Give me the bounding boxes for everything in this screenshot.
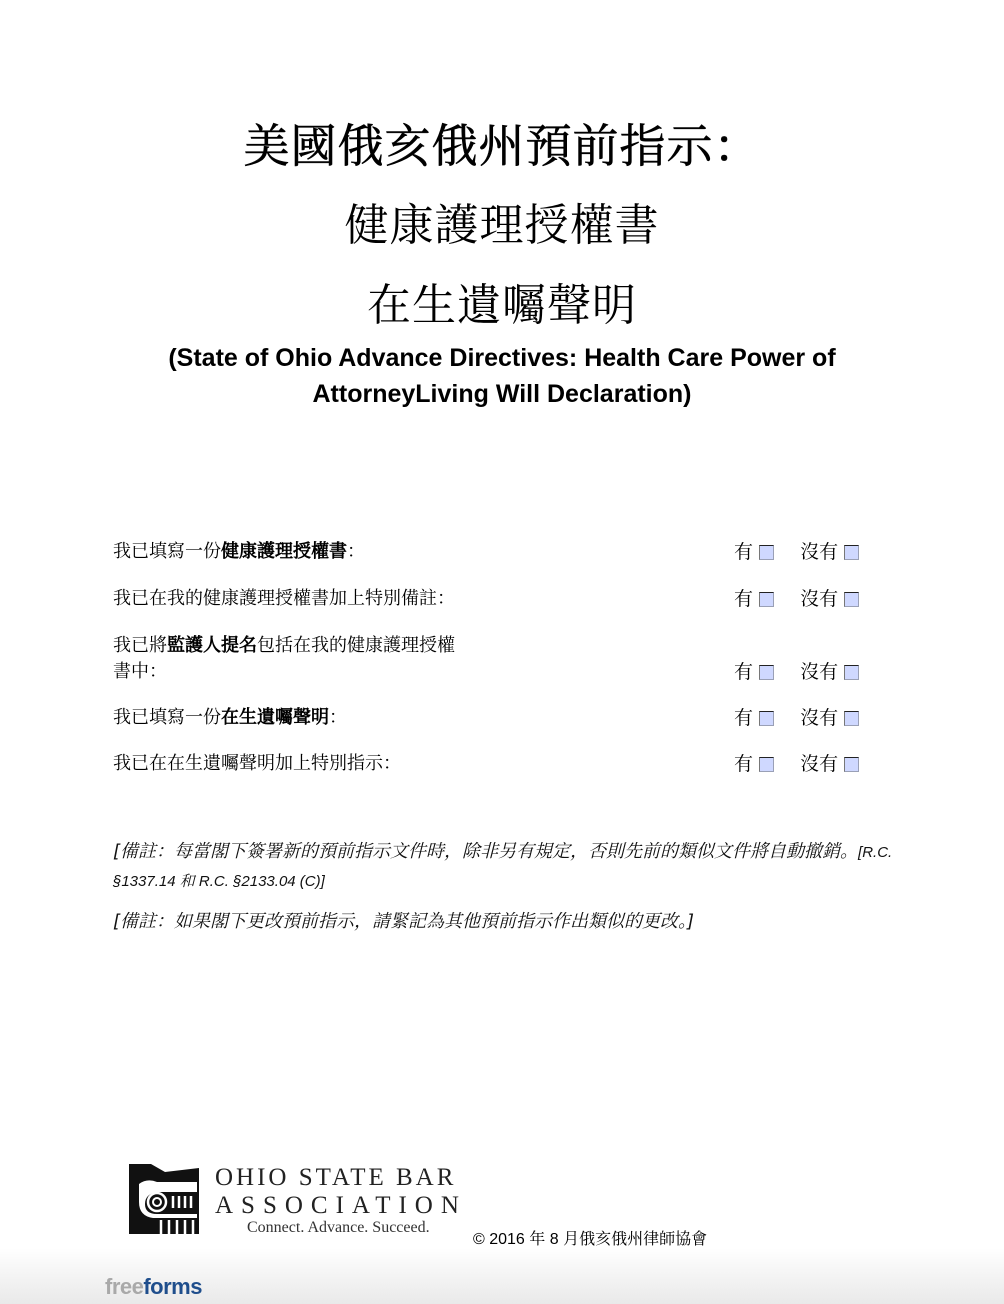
no-checkbox[interactable]: [844, 545, 859, 560]
form-row-living-will-completed: [113, 705, 873, 731]
no-label: 沒有: [800, 661, 839, 683]
form-row-hcpoa-completed: [113, 539, 873, 565]
yes-label: 有: [734, 588, 754, 610]
no-label: 沒有: [800, 588, 839, 610]
ohio-state-bar-logo: [127, 1162, 467, 1242]
question-label: 我已填寫一份健康護理授權書：: [113, 541, 365, 562]
note-revocation-text: [備註：每當閣下簽署新的預前指示文件時，除非另有規定，否則先前的類似文件將自動撤銷。: [113, 841, 859, 862]
yes-checkbox[interactable]: [759, 757, 774, 772]
freeforms-brand: freeforms: [105, 1274, 202, 1299]
no-label: 沒有: [800, 541, 839, 563]
statute-reference: [R.C. §1337.14 和 R.C. §2133.04 (C)]: [113, 844, 893, 890]
yes-checkbox[interactable]: [759, 592, 774, 607]
yes-checkbox[interactable]: [759, 665, 774, 680]
document-subtitle-living-will: 在生遺囑聲明: [367, 280, 637, 331]
no-checkbox[interactable]: [844, 711, 859, 726]
english-title: (State of Ohio Advance Directives: Health Care Power of AttorneyLiving Will Declaration): [168, 344, 836, 408]
note-revocation: [113, 838, 893, 896]
yes-label: 有: [734, 541, 754, 563]
question-label: 我已在在生遺囑聲明加上特別指示：: [113, 753, 401, 774]
yes-label: 有: [734, 661, 754, 683]
question-label: 我已填寫一份在生遺囑聲明：: [113, 707, 347, 728]
question-label: 我已將監護人提名包括在我的健康護理授權書中：: [113, 635, 455, 682]
form-row-hcpoa-special-notes: [113, 586, 873, 612]
document-title: 美國俄亥俄州預前指示：: [243, 119, 761, 173]
logo-name-line1: OHIO STATE BAR: [215, 1164, 457, 1191]
document-subtitle-health-care-poa: 健康護理授權書: [344, 200, 660, 251]
note-changes: [備註：如果閣下更改預前指示，請緊記為其他預前指示作出類似的更改。]: [113, 911, 695, 932]
copyright-notice: © 2016 年 8 月俄亥俄州律師協會: [473, 1231, 708, 1248]
yes-checkbox[interactable]: [759, 711, 774, 726]
yes-label: 有: [734, 753, 754, 775]
yes-label: 有: [734, 707, 754, 729]
column-ohio-icon: [127, 1162, 202, 1237]
logo-name-line2: ASSOCIATION: [215, 1192, 467, 1219]
question-label: 我已在我的健康護理授權書加上特別備註：: [113, 588, 455, 609]
no-checkbox[interactable]: [844, 592, 859, 607]
logo-tagline: Connect. Advance. Succeed.: [247, 1219, 430, 1236]
yes-checkbox[interactable]: [759, 545, 774, 560]
no-label: 沒有: [800, 753, 839, 775]
form-row-living-will-special-instructions: [113, 751, 873, 777]
no-checkbox[interactable]: [844, 665, 859, 680]
no-label: 沒有: [800, 707, 839, 729]
no-checkbox[interactable]: [844, 757, 859, 772]
form-row-guardian-nomination: [113, 633, 873, 685]
